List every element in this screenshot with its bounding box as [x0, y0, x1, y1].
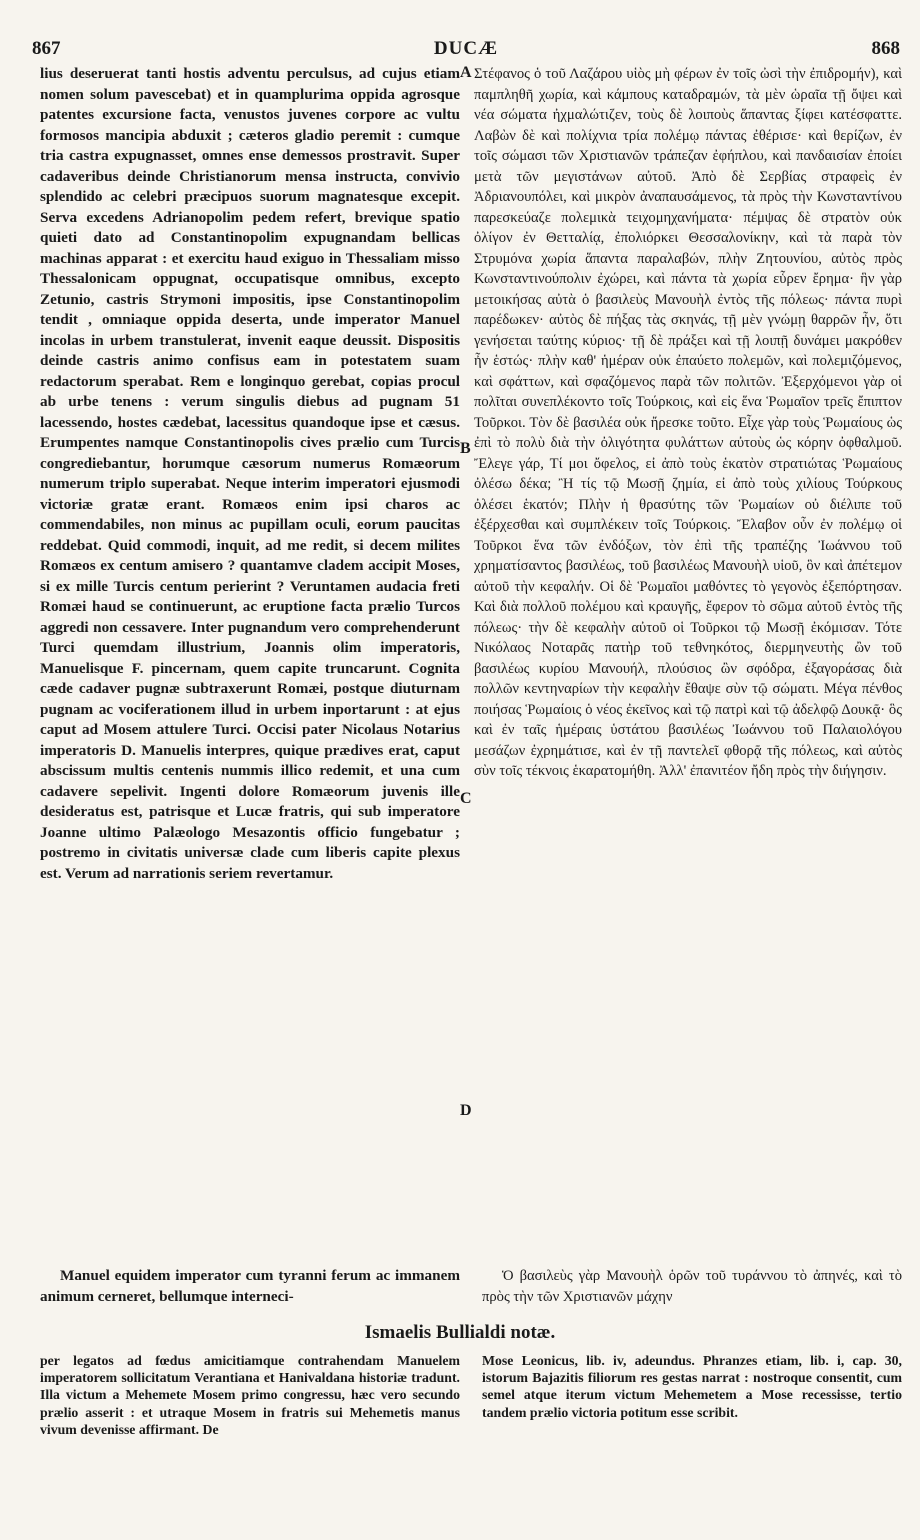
page-header: [32, 38, 900, 62]
greek-next-paragraph: [482, 1266, 902, 1307]
latin-paragraph: lius deseruerat tanti hostis adventu perculsus, ad cujus etiam nomen solum pavescebat) et in quamplurima oppida agrosque patentes excursione facta, venustos juvenes corpore ac vultu formosos mancipia abduxit ; cæteros gladio peremit : cumque tria castra expugnasset, omnes ense demessos prostravit. Super cadaveribus deinde Christianorum mensa instructa, convivio splendido ac celebri præcipuos suorum magnatesque excepit. Serva excedens Adrianopolim pedem refert, brevique spatio quieti dato ad Constantinopolim expugnandam bellicas machinas apparat : et exercitu haud exiguo in Thessaliam misso Thessalonicam oppugnat, occupatisque omnibus, excepto Zetunio, castris Strymoni impositis, ipse Constantinopolim tendit , omniaque oppida deserta, unde imperator Manuel incolas in urbem transtulerat, invenit eaque deussit. Dispositis deinde castris animo confisus eam in potestatem suam redactorum sperabat. Rem e longinquo gerebat, copias procul ab urbe tenens : verum singulis diebus ad pugnam 51 lacessendo, hostes cædebat, lacessitus quandoque ipse et cæsus. Erumpentes namque Constantinopolis cives prælio cum Turcis congrediebantur, horumque cæsorum numerus Romæorum numerum triplo superabat. Neque interim imperatori ejusmodi victoriæ gratæ erant. Romæos enim ipsi charos ac commendabiles, non minus ac pupillam oculi, eorum paucitas reddebat. Quid commodi, inquit, ad me redit, si decem milites Romæos ex centum amisero ? quantamve cladem accipit Moses, si ex mille Turcis centum perierint ? Veruntamen audacia freti Romæi haud se continuerunt, ac eruptione facta prælio Turcos aggredi non cessavere. Inter pugnandum vero comprehenderunt Turci quemdam illustrium, Joannis olim imperatoris, Manuelisque F. pincernam, quem capite truncarunt. Cognita cæde cadaver pugnæ subtraxerunt Romæi, postque diuturnam pugnam ac vociferationem illud in urbem inportarunt : at ejus caput ad Mosem attulere Turci. Occisi pater Nicolaus Notarius imperatoris D. Manuelis interpres, quique prædives erat, caput abscissum multis centenis nummis illico redemit, et una cum cadavere sepelivit. Ingenti dolore Romæorum juvenis ille desideratus est, patrisque et Lucæ fratris, qui sub imperatore Joanne ultimo Palæologo Mesazontis officio fungebatur ; postremo in civitatis universæ clade cum liberis capite plexus est. Verum ad narrationis seriem revertamur.: [40, 65, 460, 882]
section-marker-a: A: [460, 64, 472, 81]
latin-next-text: Manuel equidem imperator cum tyranni ferum ac immanem animum cerneret, bellumque interneci-: [40, 1267, 460, 1305]
section-marker-b: B: [460, 440, 471, 457]
greek-column: [474, 64, 902, 782]
section-marker-d: D: [460, 1102, 472, 1119]
section-marker-c: C: [460, 790, 472, 807]
greek-next-text: Ὁ βασιλεὺς γὰρ Μανουὴλ ὁρῶν τοῦ τυράννου τὸ ἀπηνές, καὶ τὸ πρὸς τὴν τῶν Χριστιανῶν μάχην: [482, 1268, 902, 1305]
greek-paragraph: Στέφανος ὁ τοῦ Λαζάρου υἱὸς μὴ φέρων ἐν τοῖς ὠσὶ τὴν ἐπιδρομήν), καὶ παμπληθῆ χωρία, καὶ κάμπους καταδραμών, τὰ μὲν ὡραῖα τῇ ὄψει καὶ νέα σώματα ἠχμαλώτιζεν, τοὺς δὲ λοιποὺς ἅπαντας ξίφει κατέσφαττε. Λαβὼν δὲ καὶ πολίχνια τρία πολέμῳ πάντας ἐθέρισε· καὶ θερίζων, ἐν τοῖς σώμασι τῶν Χριστιανῶν τράπεζαν ἐφήπλου, καὶ πανδαισίαν ἐποίει μετὰ τῶν μεγιστάνων αὐτοῦ. Ἀπὸ δὲ Σερβίας στραφεὶς ἐν Ἀδριανουπόλει, καὶ μικρὸν ἀναπαυσάμενος, τὰ πρὸς τὴν Κωνσταντίνου παρεσκεύαζε πολεμικὰ τειχομηχανήματα· πέμψας δὲ στρατὸν οὐκ ὀλίγον ἐν Θετταλίᾳ, ἐπολιόρκει Θεσσαλονίκην, καὶ τὰ παρὰ τὸν Στρυμόνα χωρία ἅπαντα παραλαβών, πλὴν Ζητουνίου, αὐτὸς πρὸς Κωνσταντινούπολιν ἐχώρει, καὶ πάντα τὰ χωρία εὗρεν ἔρημα· ἣν γὰρ μετοικήσας αὐτὰ ὁ βασιλεὺς Μανουὴλ ἐντὸς τῆς πόλεως· πάντα πυρὶ παρέδωκεν· αὐτὸς δὲ πήξας τὰς σκηνάς, τῇ μὲν γνώμῃ θαρρῶν ἦν, ὅτι γενήσεται ταύτης κύριος· τῇ δὲ πράξει καὶ τῇ λοιπῇ δυνάμει μακρόθεν ἦν ἑστώς· πλὴν καθ' ἡμέραν οὐκ ἐπαύετο πολεμῶν, καὶ πολεμιζόμενος, καὶ σφάττων, καὶ σφαζόμενος παρὰ τῶν πολιτῶν. Ἐξερχόμενοι γὰρ οἱ πολῖται συνεπλέκοντο τοῖς Τούρκοις, καὶ εἰς ἕνα Ῥωμαῖον τρεῖς ἔπιπτον Τοῦρκοι. Τὸν δὲ βασιλέα οὐκ ἤρεσκε τοῦτο. Εἶχε γὰρ τοὺς Ῥωμαίους ὡς ἐπὶ τὸ πολὺ διὰ τὴν ὀλιγότητα φυλάττων αὐτοὺς ὡς κόρην ὀφθαλμοῦ. Ἔλεγε γάρ, Τί μοι ὄφελος, εἰ ἀπὸ τοὺς ἑκατὸν στρατιώτας Ῥωμαίους ὀλέσω δέκα; Ἢ τίς τῷ Μωσῇ ζημία, εἰ ἀπὸ τοὺς χιλίους Τούρκους ὀλέσει ἑκατόν; Πλὴν ἡ θρασύτης τῶν Ῥωμαίων οὐ διέλιπε τοῦ ἐξέρχεσθαι καὶ συμπλέκειν τοῖς Τούρκοις. Ἔλαβον οὖν ἐν πολέμῳ οἱ Τοῦρκοι ἕνα τῶν ἐνδόξων, τὸν ἐπὶ τῆς τραπέζης Ἰωάννου τοῦ χρηματίσαντος βασιλέως, τοῦ βασιλέως Μανουὴλ υἱοῦ, ὃν καὶ ἀπέτεμον αὐτοῦ τὴν κεφαλήν. Οἱ δὲ Ῥωμαῖοι μαθόντες τὸ γεγονὸς ἐξεπόρτησαν. Καὶ διὰ πολλοῦ πολέμου καὶ κραυγῆς, ἔφερον τὸ σῶμα αὐτοῦ ἐντὸς τῆς πόλεως· τὴν δὲ κεφαλὴν αὐτοῦ οἱ Τοῦρκοι τῷ Μωσῇ ἐκόμισαν. Τότε Νικόλαος Νοταρᾶς πατὴρ τοῦ τεθνηκότος, διερμηνευτὴς ὢν τοῦ βασιλέως κυρίου Μανουήλ, πλούσιος ὢν σφόδρα, ἐξαγοράσας διὰ πολλῶν κεντηναρίων τὴν κεφαλὴν ἔθαψε σὺν τῷ σώματι. Μέγα πένθος ποιήσας Ῥωμαίοις ὁ νέος ἐκεῖνος καὶ τῷ πατρὶ καὶ τῷ ἀδελφῷ Δουκᾷ· ὃς καὶ ἐν ταῖς ἡμέραις ὑστάτου βασιλέως Ἰωάννου τοῦ Παλαιολόγου μεσάζων ἐχρημάτισε, καὶ ἐν τῇ παντελεῖ φθορᾷ τῆς πόλεως, καὶ αὐτὸς σὺν τοῖς τέκνοις ἑκαρατομήθη. Ἀλλ' ἐπανιτέον ἤδη πρὸς τὴν διήγησιν.: [474, 66, 902, 779]
notes-left-text: per legatos ad fœdus amicitiamque contrahendam Manuelem imperatorem sollicitatum Verantiana et Hanivaldana historiæ tradunt. Illa victum a Mehemete Mosem primo congressu, hæc vero secundo prælio asserit : et utraque Mosem in fratris sui Mehemetis manus vivum devenisse affirmant. De: [40, 1353, 460, 1437]
notes-right-column: [482, 1352, 902, 1421]
notes-heading: Ismaelis Bullialdi notæ.: [364, 1322, 556, 1343]
page-number-left: 867: [32, 38, 61, 59]
latin-next-paragraph: [40, 1266, 460, 1307]
notes-left-column: [40, 1352, 460, 1438]
page-number-right: 868: [871, 38, 900, 59]
notes-right-text: Mose Leonicus, lib. iv, adeundus. Phranzes etiam, lib. i, cap. 30, istorum Bajazitis filiorum res gestas narrat : nostroque consentit, cum semel atque iterum victum Mehemetem a Mose recessisse, tertio tandem prælio victoria potitum esse scribit.: [482, 1353, 902, 1420]
latin-column: [40, 64, 460, 884]
running-title: DUCÆ: [433, 38, 499, 59]
